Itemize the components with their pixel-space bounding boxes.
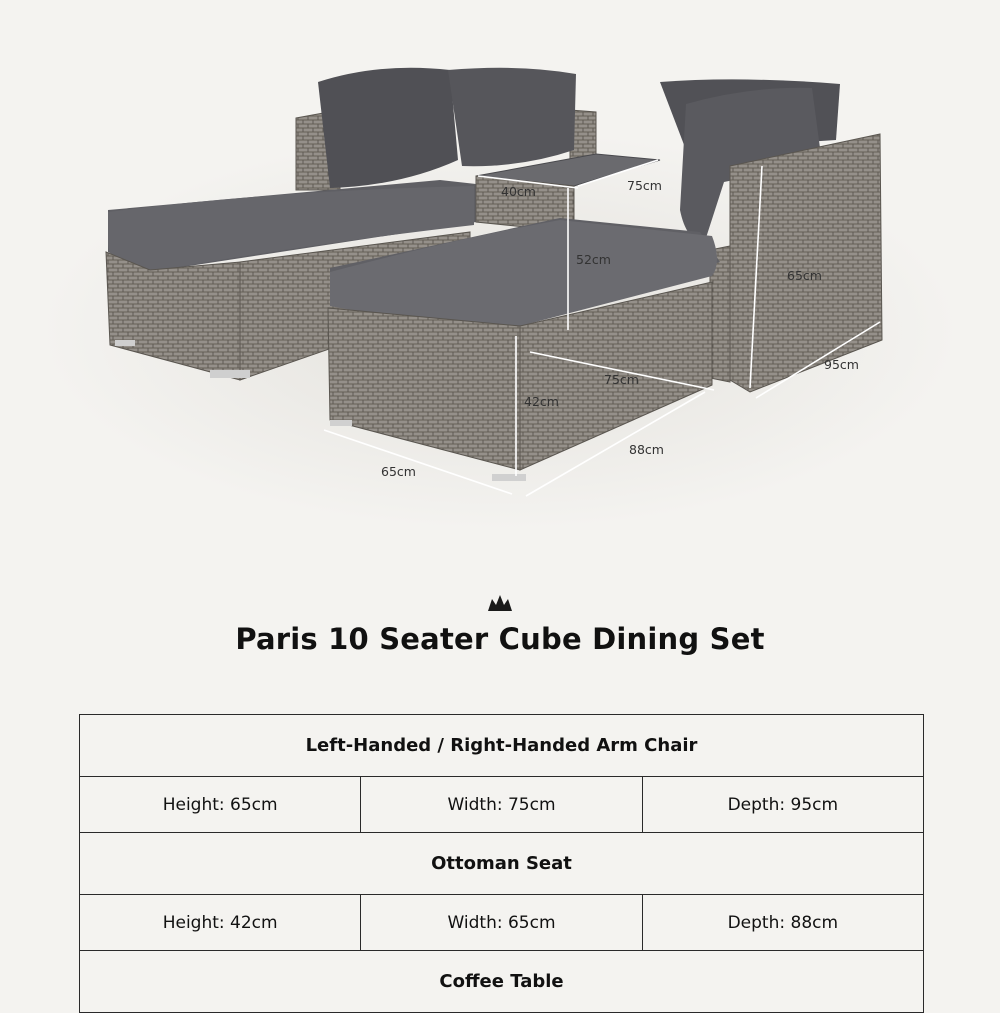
spec-heading-row bbox=[80, 833, 924, 895]
spec-cell-width: Width: 65cm bbox=[361, 895, 642, 951]
dim-chair-depth: 95cm bbox=[824, 357, 859, 372]
spec-row bbox=[80, 895, 924, 951]
spec-heading-row bbox=[80, 951, 924, 1013]
spec-cell-depth: Depth: 88cm bbox=[642, 895, 923, 951]
spec-heading: Coffee Table bbox=[80, 951, 924, 1013]
specs-table bbox=[79, 714, 924, 1013]
spec-heading: Ottoman Seat bbox=[80, 833, 924, 895]
dim-ottoman-width: 65cm bbox=[381, 464, 416, 479]
spec-cell-height: Height: 42cm bbox=[80, 895, 361, 951]
page-title: Paris 10 Seater Cube Dining Set bbox=[235, 622, 765, 656]
spec-row bbox=[80, 777, 924, 833]
dim-ottoman-depth: 88cm bbox=[629, 442, 664, 457]
spec-cell-width: Width: 75cm bbox=[361, 777, 642, 833]
dim-table-width: 40cm bbox=[501, 184, 536, 199]
dim-inner-width: 75cm bbox=[604, 372, 639, 387]
spec-heading-row bbox=[80, 715, 924, 777]
dim-table-length: 75cm bbox=[627, 178, 662, 193]
crown-icon bbox=[486, 593, 514, 613]
spec-cell-depth: Depth: 95cm bbox=[642, 777, 923, 833]
dim-table-height: 52cm bbox=[576, 252, 611, 267]
dim-ottoman-height: 42cm bbox=[524, 394, 559, 409]
dim-chair-height: 65cm bbox=[787, 268, 822, 283]
spec-cell-height: Height: 65cm bbox=[80, 777, 361, 833]
spec-heading: Left-Handed / Right-Handed Arm Chair bbox=[80, 715, 924, 777]
